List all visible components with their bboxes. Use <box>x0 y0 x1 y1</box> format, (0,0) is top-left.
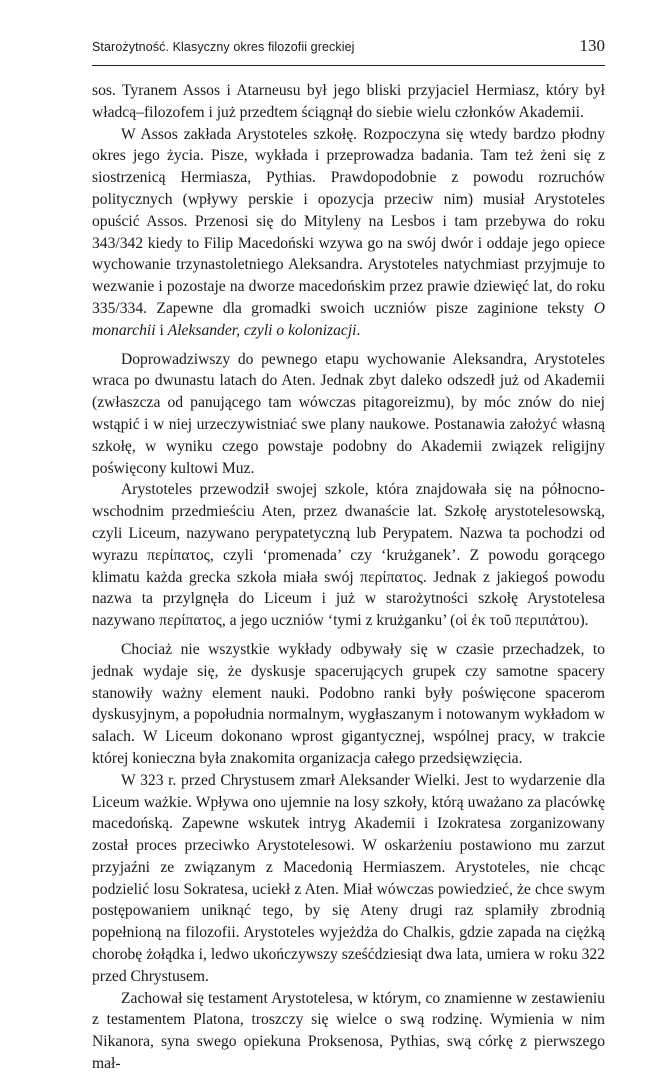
paragraph-4-text-a: Arystoteles przewodził swojej szkole, która znajdowała się na północno-wschodnim przedmieściu Aten, przez dwanaście lat. Szkołę arystotelesowską, czyli Liceum, nazywano perypatetyczną lub Perypatem. Nazwa ta pochodzi od wyrazu <box>92 481 605 564</box>
paragraph-2-text: W Assos zakłada Arystoteles szkołę. Rozpoczyna się wtedy bardzo płodny okres jego życia. Pisze, wykłada i przeprowadza badania. Tam też żeni się z siostrzenicą Hermiasza, Pythias. Prawdopodobnie z powodu rozruchów politycznych (wpływy perskie i opozycja przeciw nim) musiał Arystoteles opuścić Assos. Przenosi się do Mityleny na Lesbos i tam przebywa do roku 343/342 kiedy to Filip Macedoński wzywa go na swój dwór i oddaje jego opiece wychowanie trzynastoletniego Aleksandra. Arystoteles natychmiast przyjmuje to wezwanie i pozostaje na dworze macedońskim przez prawie dziewięć lat, do roku 335/334. Zapewne dla gromadki swoich uczniów pisze zaginione teksty <box>92 125 605 317</box>
paragraph-2-join: i <box>159 321 164 339</box>
paragraph-7: Zachował się testament Arystotelesa, w którym, co znamienne w zestawieniu z testamentem Platona, troszczy się wielce o swą rodzinę. Wymienia w nim Nikanora, syna swego opiekuna Proksenosa, Pythias, swą córkę z pierwszego mał- <box>92 989 605 1073</box>
paragraph-2-end: . <box>356 321 361 339</box>
paragraph-6: W 323 r. przed Chrystusem zmarł Aleksander Wielki. Jest to wydarzenie dla Liceum ważkie. Wpływa ono ujemnie na losy szkoły, którą uważano za placówkę macedońską. Zapewne wskutek intryg Akademii i Izokratesa zorganizowany został proces przeciwko Arystotelesowi. W oskarżeniu postawiono mu zarzut przyjaźni ze związanym z Macedonią Hermiaszem. Arystoteles, nie chcąc podzielić losu Sokratesa, uciekł z Aten. Miał wówczas powiedzieć, że chce swym postępowaniem uniknąć tego, by się Ateny drugi raz splamiły zbrodnią popełnioną na filozofii. Arystoteles wyjeżdża do Chalkis, gdzie zapada na ciężką chorobę żołądka i, ledwo ukończywszy sześćdziesiąt dwa lata, umiera w roku 322 przed Chrystusem. <box>92 771 605 985</box>
paragraph-4-text-b: , czyli ‘promenada’ czy ‘krużganek’. Z powodu gorącego klimatu każda grecka szkoła miała swój <box>92 546 605 586</box>
title-aleksander: Aleksander, czyli o kolonizacji <box>167 321 357 339</box>
paragraph-1: sos. Tyranem Assos i Atarneusu był jego bliski przyjaciel Hermiasz, który był władcą–filozofem i już przedtem ściągnął do siebie wielu członków Akademii. <box>92 82 605 121</box>
paragraph-4-text-c: . Jednak z jakiegoś powodu nazwa ta przylgnęła do Liceum i już w starożytności szkołę Arystotelesa nazywano <box>92 568 605 630</box>
paragraph-3: Doprowadziwszy do pewnego etapu wychowanie Aleksandra, Arystoteles wraca po dwunastu latach do Aten. Jednak zbyt daleko odszedł już od Akademii (zwłaszcza od panującego tam wówczas pitagoreizmu), by móc znów do niej wstąpić i w niej urzeczywistniać swe plany naukowe. Postanawia założyć własną szkołę, w wyniku czego powstaje podobny do Akademii związek religijny poświęcony kultowi Muz. <box>92 350 605 477</box>
paragraph-2 <box>92 124 605 342</box>
paragraph-4-text-e: ). <box>579 612 589 630</box>
greek-term-peripatos-2: περίπατος <box>360 568 423 586</box>
greek-phrase-hoi-ek-tou-peripatou: οἱ ἐκ τοῦ περιπάτου <box>455 612 580 630</box>
greek-term-peripatos-3: περίπατος <box>159 612 222 630</box>
paragraph-5: Chociaż nie wszystkie wykłady odbywały się w czasie przechadzek, to jednak wydaje się, że dyskusje spacerujących grupek czy samotne spacery stanowiły ważny element nauki. Podobno ranki były poświęcone spacerom dyskusyjnym, a popołudnia normalnym, wygłaszanym i notowanym wykładom w salach. W Liceum dokonano wprost gigantycznej, wspólnej pracy, w trakcie której konieczna była znakomita organizacja całego przedsięwzięcia. <box>92 640 605 767</box>
running-title: Starożytność. Klasyczny okres filozofii greckiej <box>92 40 355 54</box>
paragraph-4-text-d: , a jego uczniów ‘tymi z krużganku’ ( <box>221 612 456 630</box>
greek-term-peripatos-1: περίπατος <box>147 546 210 564</box>
running-header <box>92 36 605 66</box>
title-o-monarchii: O monarchii <box>92 299 605 339</box>
page-number: 130 <box>579 36 605 55</box>
body-text <box>92 80 605 1075</box>
paragraph-4 <box>92 479 605 632</box>
book-page <box>92 36 605 1075</box>
